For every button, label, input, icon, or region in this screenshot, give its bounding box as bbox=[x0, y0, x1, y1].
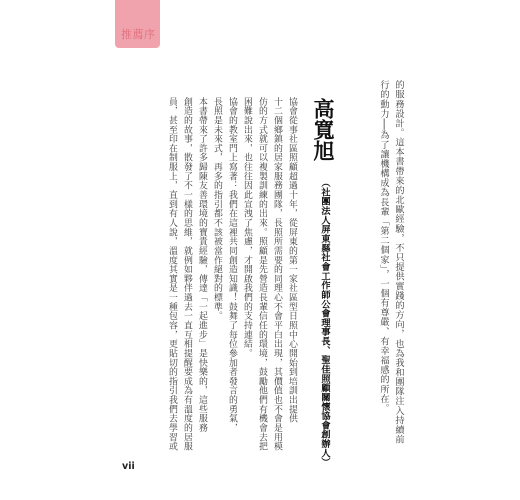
body-text-line: 員，甚至印在制服上，直到有人說，溫度其實是一種包容，更貼切的指引我們去學習或 bbox=[167, 97, 177, 452]
body-text-line: 本書帶來了許多歸陳友善環境的寶貴經驗，傳達「一起進步」是快樂的，這些服務 bbox=[197, 97, 207, 433]
body-text-line: 創造的故事，散發了不一樣的思維，就例如夥伴過去一直互相提醒要成為有溫度的居服 bbox=[182, 97, 192, 452]
body-text-line: 仿的方式就可以複製訓練的出來。照顧是先營造長輩信任的環境，鼓勵他們有機會去把 bbox=[257, 97, 267, 452]
body-text-line: 十二個鄉鎮的居家服務團隊，長照所需要的同理心不會平白出現，其價值也不會是用模 bbox=[272, 97, 282, 452]
body-text-line: 的服務設計。這本書帶來的北歐經驗，不只提供實踐的方向，也為我和團隊注入持續前 bbox=[393, 80, 404, 445]
page-number: vii bbox=[122, 461, 135, 472]
body-text-line: 協會的教室門上寫著：我們在這裡共同創造知識！鼓舞了每位參加者發言的勇氣， bbox=[227, 97, 237, 433]
body-text-line: 長照是未來式，再多的指引都不該被當作絕對的標準。 bbox=[212, 97, 222, 321]
section-label: 推薦序 bbox=[121, 28, 156, 41]
body-text-line: 困難說出來，也往往因此宣洩了焦慮，才開啟我們的支持連結。 bbox=[242, 97, 252, 358]
author-title: （社團法人屏東縣社會工作師公會理事長、聖佳照顧關懷協會創辦人） bbox=[319, 178, 330, 467]
body-text-line: 協會從事社區照顧超過十年，從屏東的第一家社區型日照中心開始到培訓出提供 bbox=[287, 97, 297, 424]
author-name: 高寬旭 bbox=[311, 98, 336, 161]
body-text-line: 行的動力──為了讓機構成為長輩「第二個家」，一個有尊嚴、有幸福感的所在。 bbox=[378, 80, 389, 413]
